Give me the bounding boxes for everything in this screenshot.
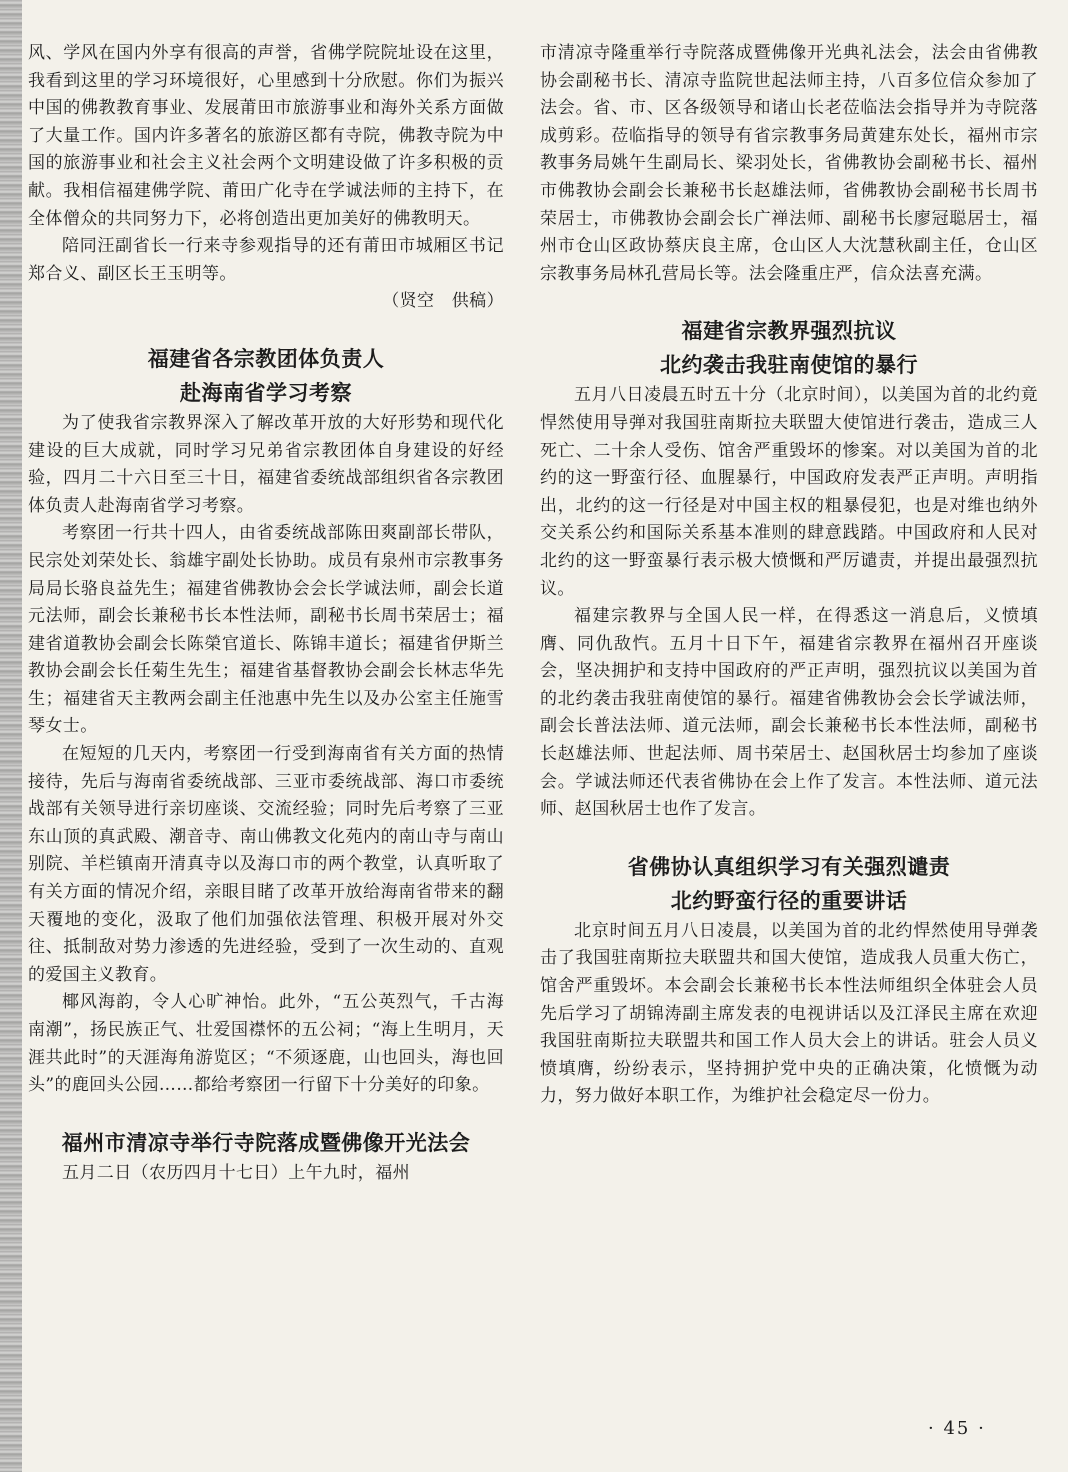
article-paragraph: 福建宗教界与全国人民一样，在得悉这一消息后，义愤填膺、同仇敌忾。五月十日下午，福建省宗教界在福州召开座谈会，坚决拥护和支持中国政府的严正声明，强烈抗议以美国为首的北约袭击我驻南使馆的暴行。福建省佛教协会会长学诚法师，副会长普法法师、道元法师，副会长兼秘书长本性法师，副秘书长赵雄法师、世起法师、周书荣居士、赵国秋居士均参加了座谈会。学诚法师还代表省佛协在会上作了发言。本性法师、道元法师、赵国秋居士也作了发言。 xyxy=(540,606,1038,820)
scan-binding-edge xyxy=(0,0,22,1472)
continued-paragraph: 市清凉寺隆重举行寺院落成暨佛像开光典礼法会，法会由省佛教协会副秘书长、清凉寺监院世起法师主持，八百多位信众参加了法会。省、市、区各级领导和诸山长老莅临法会指导并为寺院落成剪彩。莅临指导的领导有省宗教事务局黄建东处长，福州市宗教事务局姚午生副局长、梁羽处长，省佛教协会副秘书长、福州市佛教协会副会长兼秘书长赵雄法师，省佛教协会副秘书长周书荣居士，市佛教协会副会长广禅法师、副秘书长廖冠聪居士，福州市仓山区政协蔡庆良主席，仓山区人大沈慧秋副主任，仓山区宗教事务局林孔营局长等。法会隆重庄严，信众法喜充满。 xyxy=(540,43,1038,284)
article-title-line: 赴海南省学习考察 xyxy=(180,380,352,405)
article-title-line: 福州市清凉寺举行寺院落成暨佛像开光法会 xyxy=(61,1130,471,1155)
article-title-line: 北约袭击我驻南使馆的暴行 xyxy=(660,353,918,378)
article-paragraph: 北京时间五月八日凌晨，以美国为首的北约悍然使用导弹袭击了我国驻南斯拉夫联盟共和国大使馆，造成我人员重大伤亡，馆舍严重毁坏。本会副会长兼秘书长本性法师组织全体驻会人员先后学习了胡锦涛副主席发表的电视讲话以及江泽民主席在欢迎我国驻南斯拉夫联盟共和国工作人员大会上的讲话。驻会人员义愤填膺，纷纷表示，坚持拥护党中央的正确决策，化愤慨为动力，努力做好本职工作，为维护社会稳定尽一份力。 xyxy=(540,920,1038,1107)
continued-paragraph: 风、学风在国内外享有很高的声誉，省佛学院院址设在这里，我看到这里的学习环境很好，心里感到十分欣慰。你们为振兴中国的佛教教育事业、发展莆田市旅游事业和海外关系方面做了大量工作。国内许多著名的旅游区都有寺院，佛教寺院为中国的旅游事业和社会主义社会两个文明建设做了许多积极的贡献。我相信福建佛学院、莆田广化寺在学诚法师的主持下，在全体僧众的共同努力下，必将创造出更加美好的佛教明天。 xyxy=(28,43,504,229)
article-paragraph: 考察团一行共十四人，由省委统战部陈田爽副部长带队，民宗处刘荣处长、翁雄宇副处长协助。成员有泉州市宗教事务局局长骆良益先生；福建省佛教协会会长学诚法师，副会长道元法师，副会长兼秘书长本性法师，副秘书长周书荣居士；福建省道教协会副会长陈榮官道长、陈锦丰道长；福建省伊斯兰教协会副会长任菊生先生；福建省基督教协会副会长林志华先生；福建省天主教两会副主任池惠中先生以及办公室主任施雪琴女士。 xyxy=(28,523,504,737)
left-column xyxy=(28,40,504,1187)
article-title-line: 福建省各宗教团体负责人 xyxy=(147,346,385,371)
article-paragraph: 五月二日（农历四月十七日）上午九时，福州 xyxy=(62,1162,410,1183)
continued-paragraph: 陪同汪副省长一行来寺参观指导的还有莆田市城厢区书记郑合义、副区长王玉明等。 xyxy=(28,236,504,284)
article-heading xyxy=(540,314,1038,382)
article-paragraph: 在短短的几天内，考察团一行受到海南省有关方面的热情接待，先后与海南省委统战部、三亚市委统战部、海口市委统战部有关领导进行亲切座谈、交流经验；同时先后考察了三亚东山顶的真武殿、潮音寺、南山佛教文化苑内的南山寺与南山别院、羊栏镇南开清真寺以及海口市的两个教堂，认真听取了有关方面的情况介绍，亲眼目睹了改革开放给海南省带来的翻天覆地的变化，汲取了他们加强依法管理、积极开展对外交往、抵制敌对势力渗透的先进经验，受到了一次生动的、直观的爱国主义教育。 xyxy=(28,744,504,985)
article-paragraph: 五月八日凌晨五时五十分（北京时间），以美国为首的北约竟悍然使用导弹对我国驻南斯拉夫联盟大使馆进行袭击，造成三人死亡、二十余人受伤、馆舍严重毁坏的惨案。对以美国为首的北约的这一野蛮行径、血腥暴行，中国政府发表严正声明。声明指出，北约的这一行径是对中国主权的粗暴侵犯，也是对维也纳外交关系公约和国际关系基本准则的肆意践踏。中国政府和人民对北约的这一野蛮暴行表示极大愤慨和严厉谴责，并提出最强烈抗议。 xyxy=(540,385,1038,599)
page-number: · 45 · xyxy=(928,1418,986,1439)
article-title-line: 福建省宗教界强烈抗议 xyxy=(681,319,897,344)
article-heading xyxy=(28,1126,504,1160)
article-paragraph: 椰风海韵，令人心旷神怡。此外，“五公英烈气，千古海南潮”，扬民族正气、壮爱国襟怀的五公祠；“海上生明月，天涯共此时”的天涯海角游览区；“不须逐鹿，山也回头，海也回头”的鹿回头公园……都给考察团一行留下十分美好的印象。 xyxy=(28,992,504,1096)
article-title-line: 北约野蛮行径的重要讲话 xyxy=(670,888,908,913)
article-paragraph: 为了使我省宗教界深入了解改革开放的大好形势和现代化建设的巨大成就，同时学习兄弟省宗教团体自身建设的好经验，四月二十六日至三十日，福建省委统战部组织省各宗教团体负责人赴海南省学习考察。 xyxy=(28,412,504,516)
article-heading xyxy=(540,850,1038,918)
article-credit: （贤空 供稿） xyxy=(382,291,504,312)
article-heading xyxy=(28,342,504,410)
right-column xyxy=(540,40,1038,1111)
article-title-line: 省佛协认真组织学习有关强烈谴责 xyxy=(627,854,951,879)
